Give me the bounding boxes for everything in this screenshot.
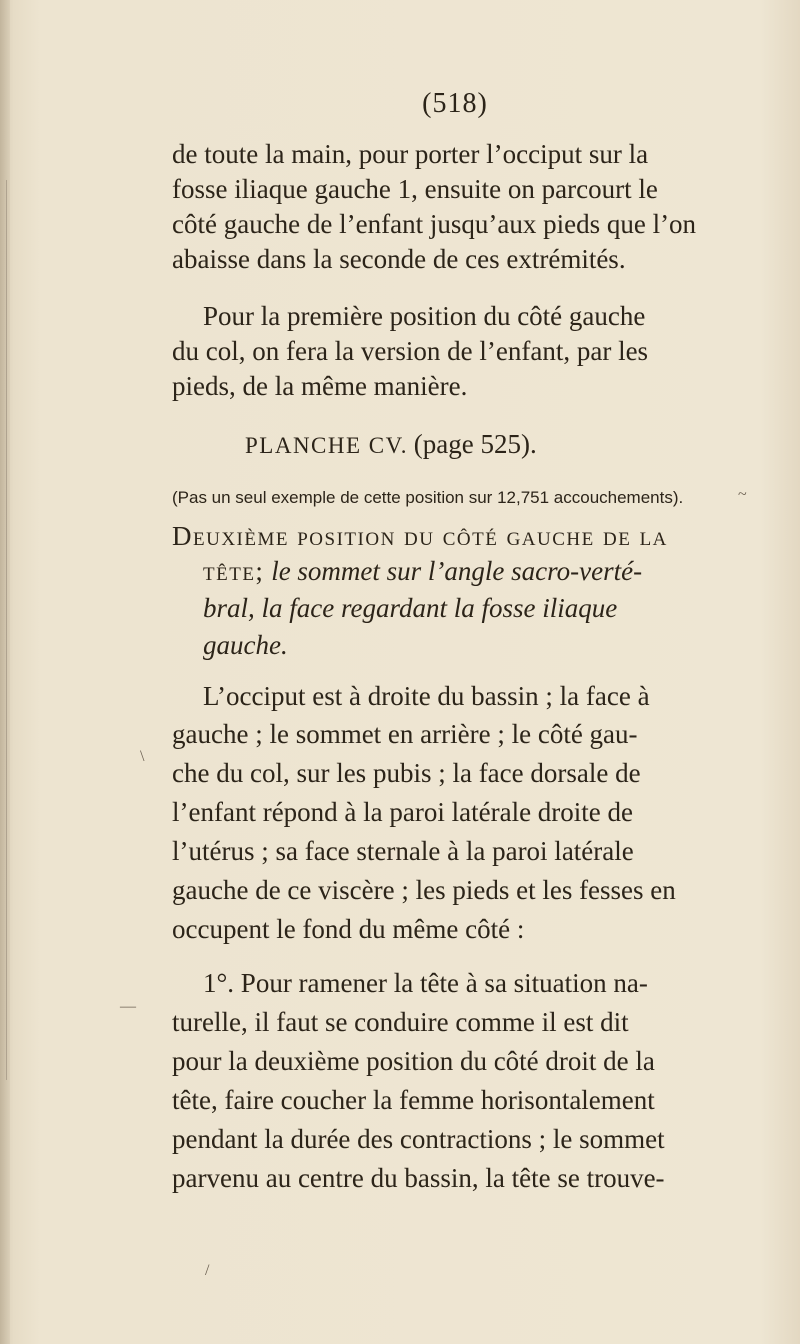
binding-edge xyxy=(6,180,7,1080)
text-line: turelle, il faut se conduire comme il est dit xyxy=(172,1007,629,1037)
text-line: parvenu au centre du bassin, la tête se trouve- xyxy=(172,1163,665,1193)
margin-mark: \ xyxy=(140,748,145,765)
text-line: gauche ; le sommet en arrière ; le côté gau- xyxy=(172,719,638,749)
margin-mark: / xyxy=(205,1262,210,1279)
section-heading: Deuxième position du côté gauche de la xyxy=(172,521,668,551)
heading-italic-line: gauche. xyxy=(203,630,288,660)
footnote-note: (Pas un seul exemple de cette position sur 12,751 accouchements). xyxy=(172,488,684,507)
page-number: (518) xyxy=(422,88,488,119)
text-line: L’occiput est à droite du bassin ; la face à xyxy=(203,681,650,711)
plate-heading xyxy=(245,428,537,462)
page-spine-shadow xyxy=(0,0,10,1344)
text-line: l’enfant répond à la paroi latérale droite de xyxy=(172,797,634,827)
text-line: pour la deuxième position du côté droit de la xyxy=(172,1046,655,1076)
margin-mark: — xyxy=(120,998,136,1015)
text-line: tête, faire coucher la femme horisontalement xyxy=(172,1085,655,1115)
text-line: occupent le fond du même côté : xyxy=(172,914,525,944)
text-line: du col, on fera la version de l’enfant, par les xyxy=(172,336,649,366)
section-heading-line xyxy=(203,555,642,587)
plate-label: PLANCHE CV. xyxy=(245,433,409,458)
text-line: de toute la main, pour porter l’occiput sur la xyxy=(172,139,649,169)
text-line: 1°. Pour ramener la tête à sa situation na- xyxy=(203,968,648,998)
text-line: gauche de ce viscère ; les pieds et les fesses en xyxy=(172,875,676,905)
text-line: Pour la première position du côté gauche xyxy=(203,301,646,331)
heading-italic-line: bral, la face regardant la fosse iliaque xyxy=(203,593,618,623)
text-line: che du col, sur les pubis ; la face dorsale de xyxy=(172,758,641,788)
text-line: côté gauche de l’enfant jusqu’aux pieds que l’on xyxy=(172,209,697,239)
text-line: fosse iliaque gauche 1, ensuite on parcourt le xyxy=(172,174,658,204)
heading-italic: le sommet sur l’angle sacro-verté- xyxy=(271,556,643,586)
heading-prefix: tête; xyxy=(203,556,265,586)
margin-mark: ~ xyxy=(738,486,747,503)
text-line: pendant la durée des contractions ; le sommet xyxy=(172,1124,665,1154)
plate-page-ref: (page 525). xyxy=(413,429,537,459)
text-line: pieds, de la même manière. xyxy=(172,371,468,401)
text-line: abaisse dans la seconde de ces extrémités. xyxy=(172,244,626,274)
text-line: l’utérus ; sa face sternale à la paroi latérale xyxy=(172,836,634,866)
